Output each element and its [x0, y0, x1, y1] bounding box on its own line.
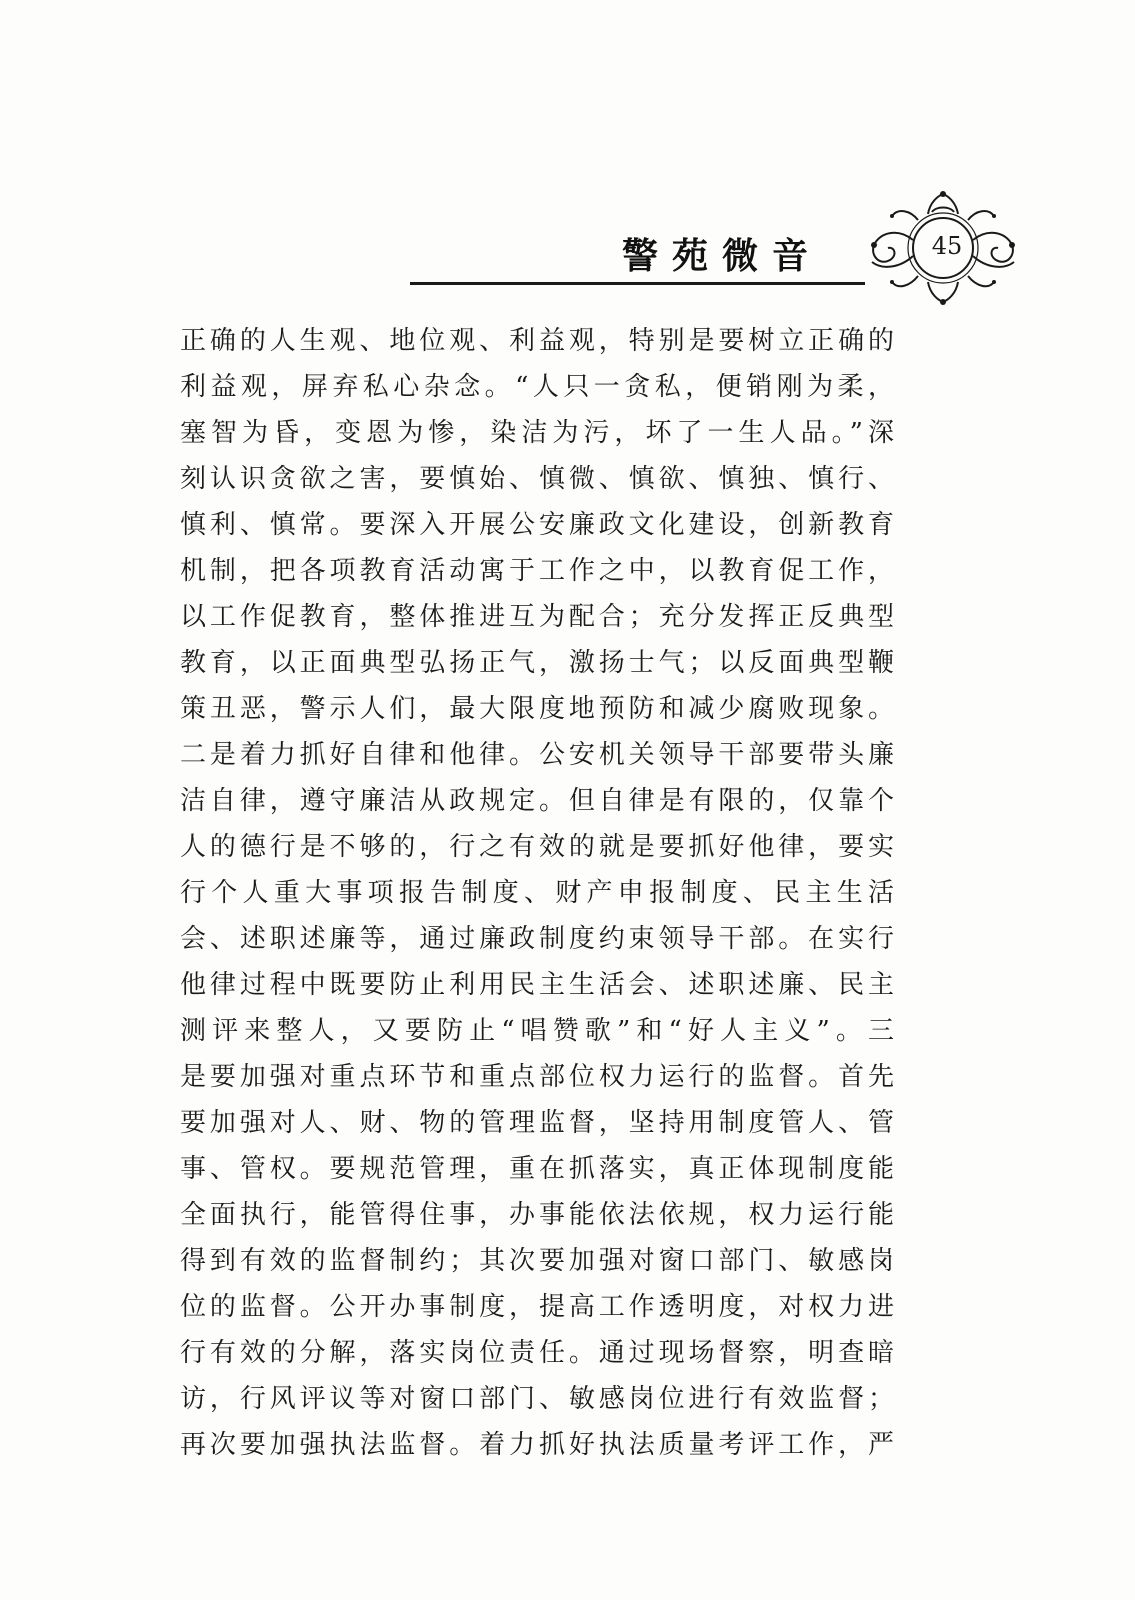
text-line: 是要加强对重点环节和重点部位权力运行的监督。首先: [180, 1062, 895, 1092]
text-line: 慎利、慎常。要深入开展公安廉政文化建设，创新教育: [180, 510, 895, 540]
text-line: 会、述职述廉等，通过廉政制度约束领导干部。在实行: [180, 924, 895, 954]
text-line: 全面执行，能管得住事，办事能依法依规，权力运行能: [180, 1200, 895, 1230]
text-line: 访，行风评议等对窗口部门、敏感岗位进行有效监督；: [180, 1384, 895, 1414]
text-line: 事、管权。要规范管理，重在抓落实，真正体现制度能: [180, 1154, 895, 1184]
text-line: 测评来整人，又要防止“唱赞歌”和“好人主义”。三: [180, 1016, 895, 1046]
text-line: 行个人重大事项报告制度、财产申报制度、民主生活: [180, 878, 895, 908]
page-number: 45: [931, 232, 963, 260]
text-line: 二是着力抓好自律和他律。公安机关领导干部要带头廉: [180, 740, 895, 770]
text-line: 策丑恶，警示人们，最大限度地预防和减少腐败现象。: [180, 694, 895, 724]
text-line: 洁自律，遵守廉洁从政规定。但自律是有限的，仅靠个: [180, 786, 895, 816]
text-line: 正确的人生观、地位观、利益观，特别是要树立正确的: [180, 326, 895, 356]
text-line: 位的监督。公开办事制度，提高工作透明度，对权力进: [180, 1292, 895, 1322]
text-line: 再次要加强执法监督。着力抓好执法质量考评工作，严: [180, 1430, 895, 1460]
text-line: 人的德行是不够的，行之有效的就是要抓好他律，要实: [180, 832, 895, 862]
header-rule: [410, 282, 865, 285]
text-line: 利益观，屏弃私心杂念。“人只一贪私，便销刚为柔，: [180, 372, 895, 402]
text-line: 他律过程中既要防止利用民主生活会、述职述廉、民主: [180, 970, 895, 1000]
running-header-title: 警苑微音: [622, 236, 823, 277]
text-line: 教育，以正面典型弘扬正气，激扬士气；以反面典型鞭: [180, 648, 895, 678]
text-line: 行有效的分解，落实岗位责任。通过现场督察，明查暗: [180, 1338, 895, 1368]
text-line: 得到有效的监督制约；其次要加强对窗口部门、敏感岗: [180, 1246, 895, 1276]
text-line: 刻认识贪欲之害，要慎始、慎微、慎欲、慎独、慎行、: [180, 464, 895, 494]
text-line: 塞智为昏，变恩为惨，染洁为污，坏了一生人品。”深: [180, 418, 895, 448]
body-text: [180, 318, 895, 1468]
text-line: 要加强对人、财、物的管理监督，坚持用制度管人、管: [180, 1108, 895, 1138]
text-line: 以工作促教育，整体推进互为配合；充分发挥正反典型: [180, 602, 895, 632]
text-line: 机制，把各项教育活动寓于工作之中，以教育促工作，: [180, 556, 895, 586]
